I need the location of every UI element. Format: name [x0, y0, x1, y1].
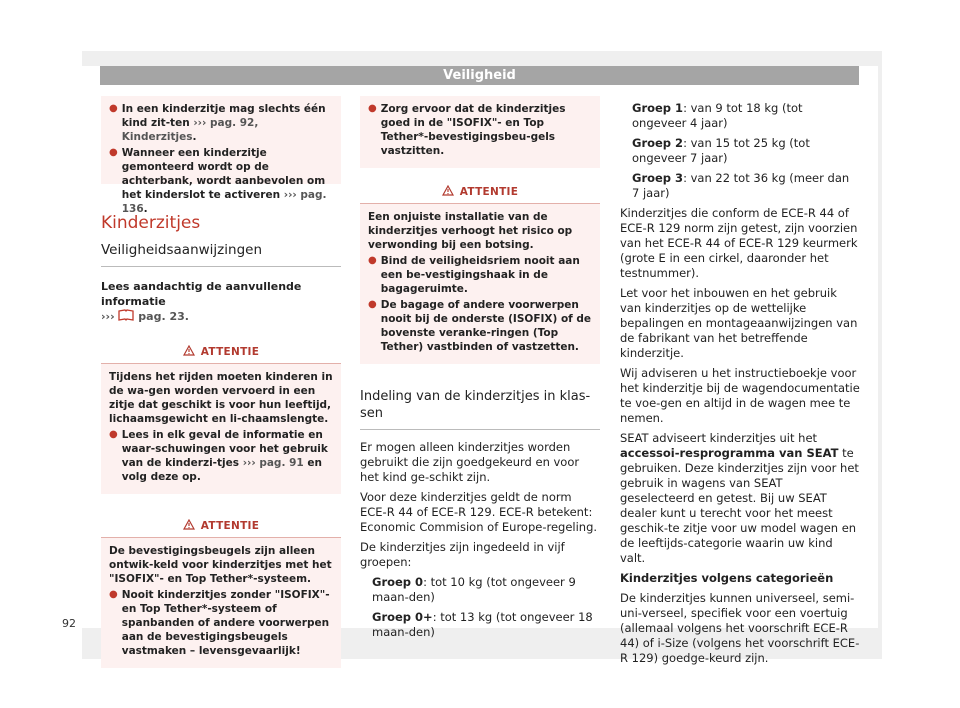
note-item: ● Zorg ervoor dat de kinderzitjes goed in de "ISOFIX"- en Top Tether*-bevestigingsbeu-gels vastzitten. [368, 103, 566, 157]
bullet-icon: ● [368, 299, 377, 310]
note-box-2 [360, 96, 600, 168]
paragraph: Voor deze kinderzitjes geldt de norm ECE-R 44 of ECE-R 129. ECE-R betekent: Economic Commision of Europe-regeling. [360, 490, 598, 534]
book-icon [118, 310, 138, 323]
warning-paragraph: De bevestigingsbeugels zijn alleen ontwik-keld voor kinderzitjes met het "ISOFIX"- en Top Tether*-systeem. [109, 545, 332, 585]
paragraph: De kinderzitjes kunnen universeel, semi-uni-verseel, specifiek voor een voertuig (allemaal volgens het voorschrift ECE-R 44) of i-Size (volgens het voorschrift ECE-R 129) goedge-keurd zijn. [620, 591, 860, 665]
warning-item: ● Nooit kinderzitjes zonder "ISOFIX"- en Top Tether*-systeem of spanbanden of andere voorwerpen aan de bevestigingsbeugels vastmaken – levensgevaarlijk! [109, 589, 330, 657]
warning-triangle-icon [183, 345, 195, 361]
section-body [360, 440, 600, 640]
page-reference-link[interactable]: pag. 91 [259, 457, 304, 469]
page-number: 92 [62, 617, 76, 630]
note-text: Wanneer een kinderzitje gemonteerd wordt op de achterbank, wordt aanbevolen om het kinderslot te activeren [121, 147, 326, 201]
warning-triangle-icon [442, 185, 454, 201]
section-title: Indeling van de kinderzitjes in klas-sen [360, 389, 591, 421]
warning-item: ● De bagage of andere voorwerpen nooit bij de onderste (ISOFIX) of de bovenste veranke-ringen (Top Tether) vastbinden of vastzetten. [368, 299, 592, 353]
warning-header [360, 182, 600, 204]
triple-arrow-icon: ››› [101, 310, 115, 323]
note-text: In een kinderzitje mag slechts één kind zit-ten [121, 103, 326, 129]
warning-label: ATTENTIE [200, 520, 260, 532]
chapter-header: Veiligheid [100, 66, 859, 85]
divider [360, 429, 600, 430]
warning-box-1 [101, 342, 341, 494]
page-reference-link[interactable]: pag. 136 [121, 189, 327, 215]
paragraph: SEAT adviseert kinderzitjes uit het accessoi-resprogramma van SEAT te gebruiken. Deze kinderzitjes zijn voor het gebruik in wagens van SEAT geselecteerd en getest. Bij uw SEAT dealer kunt u terecht voor het meest geschik-te zitje voor uw model wagen en de leeftijds-categorie waarin uw kind valt. [620, 431, 859, 565]
triple-arrow-icon: ››› [242, 457, 256, 469]
column-2 [360, 96, 600, 645]
subsection-title: Veiligheidsaanwijzingen [101, 242, 262, 258]
warning-box-2 [101, 516, 341, 668]
triple-arrow-icon: ››› [283, 189, 297, 201]
group-entry: Groep 1: van 9 tot 18 kg (tot ongeveer 4 jaar) [632, 101, 803, 130]
group-entry: Groep 0+: tot 13 kg (tot ongeveer 18 maan-den) [372, 610, 593, 639]
divider [101, 266, 341, 267]
warning-label: ATTENTIE [459, 186, 519, 198]
column-3 [620, 101, 860, 671]
warning-header [101, 342, 341, 364]
warning-header [101, 516, 341, 538]
bullet-icon: ● [109, 103, 118, 114]
warning-body [360, 204, 600, 364]
warning-item: ● Bind de veiligheidsriem nooit aan een be-vestigingshaak in de bagageruimte. [368, 255, 580, 295]
paragraph: Wij adviseren u het instructieboekje voor het kinderzitje bij de wagendocumentatie te voe-gen en altijd in de wagen mee te nemen. [620, 366, 860, 425]
warning-paragraph: Een onjuiste installatie van de kinderzitjes verhoogt het risico op verwonding bij een botsing. [368, 211, 573, 251]
group-entry: Groep 3: van 22 tot 36 kg (meer dan 7 jaar) [632, 171, 850, 200]
bullet-icon: ● [109, 589, 118, 600]
bullet-icon: ● [109, 147, 118, 158]
note-box-1 [101, 96, 341, 215]
triple-arrow-icon: ››› [193, 117, 207, 129]
warning-body [101, 538, 341, 668]
bullet-icon: ● [109, 429, 118, 440]
group-entry: Groep 0: tot 10 kg (tot ongeveer 9 maan-den) [372, 575, 576, 604]
paragraph: Kinderzitjes die conform de ECE-R 44 of ECE-R 129 norm zijn getest, zijn voorzien van het ECE-R 44 of ECE-R 129 keurmerk (grote E in een cirkel, daaronder het testnummer). [620, 206, 858, 280]
intro-text: Lees aandachtig de aanvullende informatie ››› pag. 23. [101, 280, 302, 323]
warning-triangle-icon [183, 519, 195, 535]
page-reference-link[interactable]: pag. 92, Kinderzitjes [121, 117, 259, 143]
group-entry: Groep 2: van 15 tot 25 kg (tot ongeveer 7 jaar) [632, 136, 810, 165]
bullet-icon: ● [368, 103, 377, 114]
paragraph: Let voor het inbouwen en het gebruik van kinderzitjes op de wettelijke bepalingen en montageaanwijzingen van de fabrikant van het betreffende kinderzitje. [620, 286, 858, 360]
note-item: ● In een kinderzitje mag slechts één kind zit-ten ››› pag. 92, Kinderzitjes. [109, 103, 326, 143]
warning-label: ATTENTIE [200, 346, 260, 358]
warning-item: ● Lees in elk geval de informatie en waar-schuwingen voor het gebruik van de kinderzi-tjes ››› pag. 91 en volg deze op. [109, 429, 328, 483]
paragraph: De kinderzitjes zijn ingedeeld in vijf groepen: [360, 540, 565, 569]
bullet-icon: ● [368, 255, 377, 266]
column-1 [101, 96, 341, 668]
page-reference-link[interactable]: pag. 23. [138, 310, 189, 323]
note-item: ● Wanneer een kinderzitje gemonteerd wordt op de achterbank, wordt aanbevolen om het kinderslot te activeren ››› pag. 136. [109, 147, 327, 215]
subheading: Kinderzitjes volgens categorieën [620, 571, 834, 585]
warning-body [101, 364, 341, 494]
paragraph: Er mogen alleen kinderzitjes worden gebruikt die zijn goedgekeurd en voor het kind ge-schikt zijn. [360, 440, 580, 484]
warning-paragraph: Tijdens het rijden moeten kinderen in de wa-gen worden vervoerd in een zitje dat geschikt is voor hun leeftijd, lichaamsgewicht en li-chaamslengte. [109, 371, 333, 425]
section-title: Kinderzitjes [101, 213, 201, 233]
warning-box-3 [360, 182, 600, 364]
